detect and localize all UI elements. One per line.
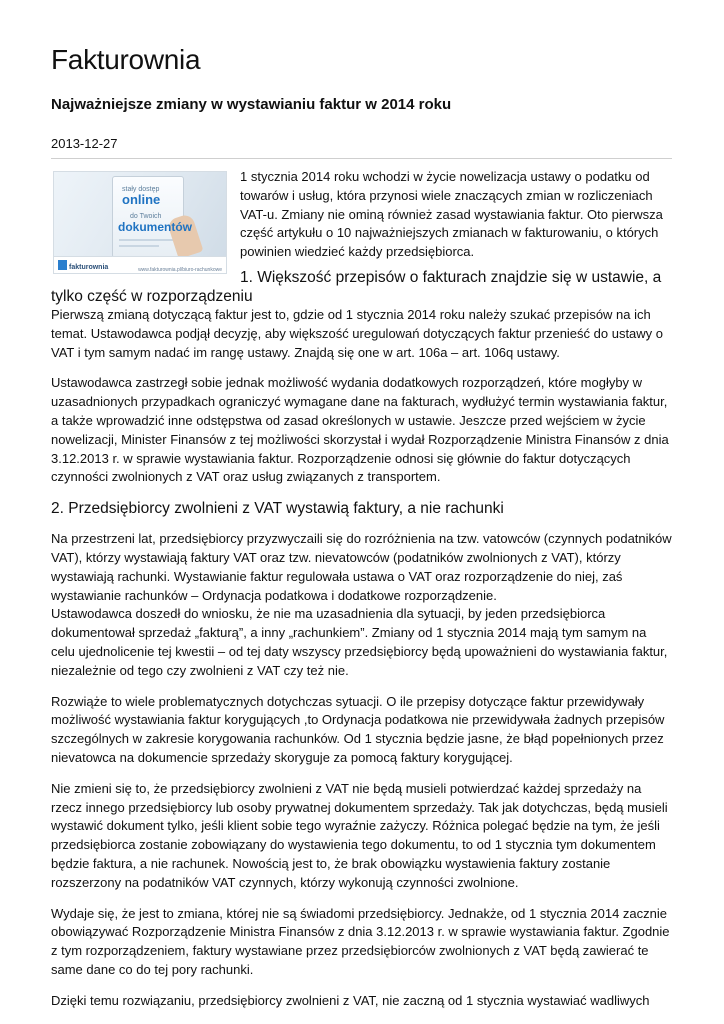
paragraph-1: Pierwszą zmianą dotyczącą faktur jest to, gdzie od 1 stycznia 2014 roku należy szukać przepisów na ich temat. Ustawodawca podjął decyzję, aby większość uregulowań dotyczących faktur przenieść do ustawy o VAT i tym samym nadać im rangę ustawy. Znajdą się one w art. 106a – art. 106q ustawy. [51,306,664,360]
paragraph-2: Ustawodawca zastrzegł sobie jednak możliwość wydania dodatkowych rozporządzeń, które mogłyby w uzasadnionych przypadkach ograniczyć wymagane dane na fakturach, wydłużyć termin wystawiania faktur, a także wprowadzić inne odstępstwa od zasad określonych w ustawie. Jeszcze przed wejściem w życie nowelizacji, Minister Finansów z tej możliwości skorzystał i wydał Rozporządzenie Ministra Finansów z dnia 3.12.2013 r. w sprawie wystawiania faktur. Rozporządzenie odnosi się głównie do faktur dotyczących czynności zwolnionych z VAT oraz usług związanych z transportem. [51,375,669,485]
section-heading-2: 2. Przedsiębiorcy zwolnieni z VAT wystawią faktury, a nie rachunki [51,500,504,518]
banner-line-4: dokumentów [118,220,192,234]
paragraph-3: Na przestrzeni lat, przedsiębiorcy przyzwyczaili się do rozróżnienia na tzw. vatowców (czynnych podatników VAT), którzy wystawiają faktury VAT oraz tzw. nievatowców (podatników zwolnionych z VAT), którzy wystawiają rachunki. Wystawianie faktur regulowała ustawa o VAT oraz rozporządzenie do niej, zaś wystawianie rachunków – Ordynacja podatkowa i dodatkowe rozporządzenie. [51,531,672,603]
intro-paragraph: 1 stycznia 2014 roku wchodzi w życie nowelizacja ustawy o podatku od towarów i usług, która przynosi wiele znaczących zmian w rozliczeniach VAT-u. Zmiany nie ominą również zasad wystawiania faktur. Oto pierwsza część artykułu o 10 najważniejszych zmianach w fakturowaniu, o których powinien wiedzieć każdy przedsiębiorca. [240,169,663,260]
banner-line-2: online [122,192,161,207]
paragraph-5: Rozwiąże to wiele problematycznych dotychczas sytuacji. O ile przepisy dotyczące faktur przewidywały możliwość wystawiania faktur korygujących ,to Ordynacja podatkowa nie przewidywała żadnych przepisów szczególnych w zakresie korygowania rachunków. Od 1 stycznia będzie jasne, że błąd popełnionych przez nievatowca na dokumencie sprzedaży skoryguje za pomocą faktury korygującej. [51,693,665,765]
header-divider [51,158,672,159]
banner-line-3: do Twoich [130,213,162,220]
banner-footer [54,256,226,273]
paragraph-8: Dzięki temu rozwiązaniu, przedsiębiorcy zwolnieni z VAT, nie zaczną od 1 stycznia wystawiać wadliwych [51,992,650,1008]
article-title: Najważniejsze zmiany w wystawianiu faktur w 2014 roku [51,96,452,113]
paragraph-7: Wydaje się, że jest to zmiana, której nie są świadomi przedsiębiorcy. Jednakże, od 1 stycznia 2014 zacznie obowiązywać Rozporządzenie Ministra Finansów z dnia 3.12.2013 r. w sprawie wystawiania faktur. Zgodnie z tym rozporządzeniem, faktury wystawiane przez przedsiębiorców zwolnionych z VAT będą zawierać te same dane co do tej pory rachunki. [51,905,670,977]
banner-url: www.fakturownia.pl/biuro-rachunkowe [138,267,222,273]
article-date: 2013-12-27 [51,136,118,151]
banner-line-1: stały dostęp [122,186,160,193]
fakturownia-logo-icon [58,260,67,270]
site-title: Fakturownia [51,44,201,75]
paragraph-6: Nie zmieni się to, że przedsiębiorcy zwolnieni z VAT nie będą musieli potwierdzać każdej sprzedaży na rzecz innego przedsiębiorcy lub osoby prywatnej dokumentem sprzedaży. Tak jak dotychczas, będą musieli wystawić dokument tylko, jeśli klient sobie tego wyraźnie zażyczy. Różnica polegać będzie na tym, że jeśli przedsiębiorca zostanie zobowiązany do wystawienia tego dokumentu, to od 1 stycznia tym dokumentem będzie faktura, a nie rachunek. Nowością jest to, że brak obowiązku wystawienia faktury zostanie rozszerzony na podatników VAT czynnych, którzy wykonują czynności zwolnione. [51,780,668,890]
paragraph-4: Ustawodawca doszedł do wniosku, że nie ma uzasadnienia dla sytuacji, by jeden przedsiębiorca dokumentował sprzedaż „fakturą”, a inny „rachunkiem”. Zmiany od 1 stycznia 2014 mają tym samym na celu ujednolicenie tej kwestii – od tej daty wszyscy przedsiębiorcy będą upoważnieni do wystawiania faktur, niezależnie od tego czy zwolnieni z VAT czy też nie. [51,606,668,678]
article-body [51,168,672,1022]
banner-logo-text: fakturownia [69,264,109,271]
promo-banner-image[interactable] [53,171,227,274]
section-heading-1: 1. Większość przepisów o fakturach znajdzie się w ustawie, a tylko część w rozporządzeniu [51,268,662,305]
